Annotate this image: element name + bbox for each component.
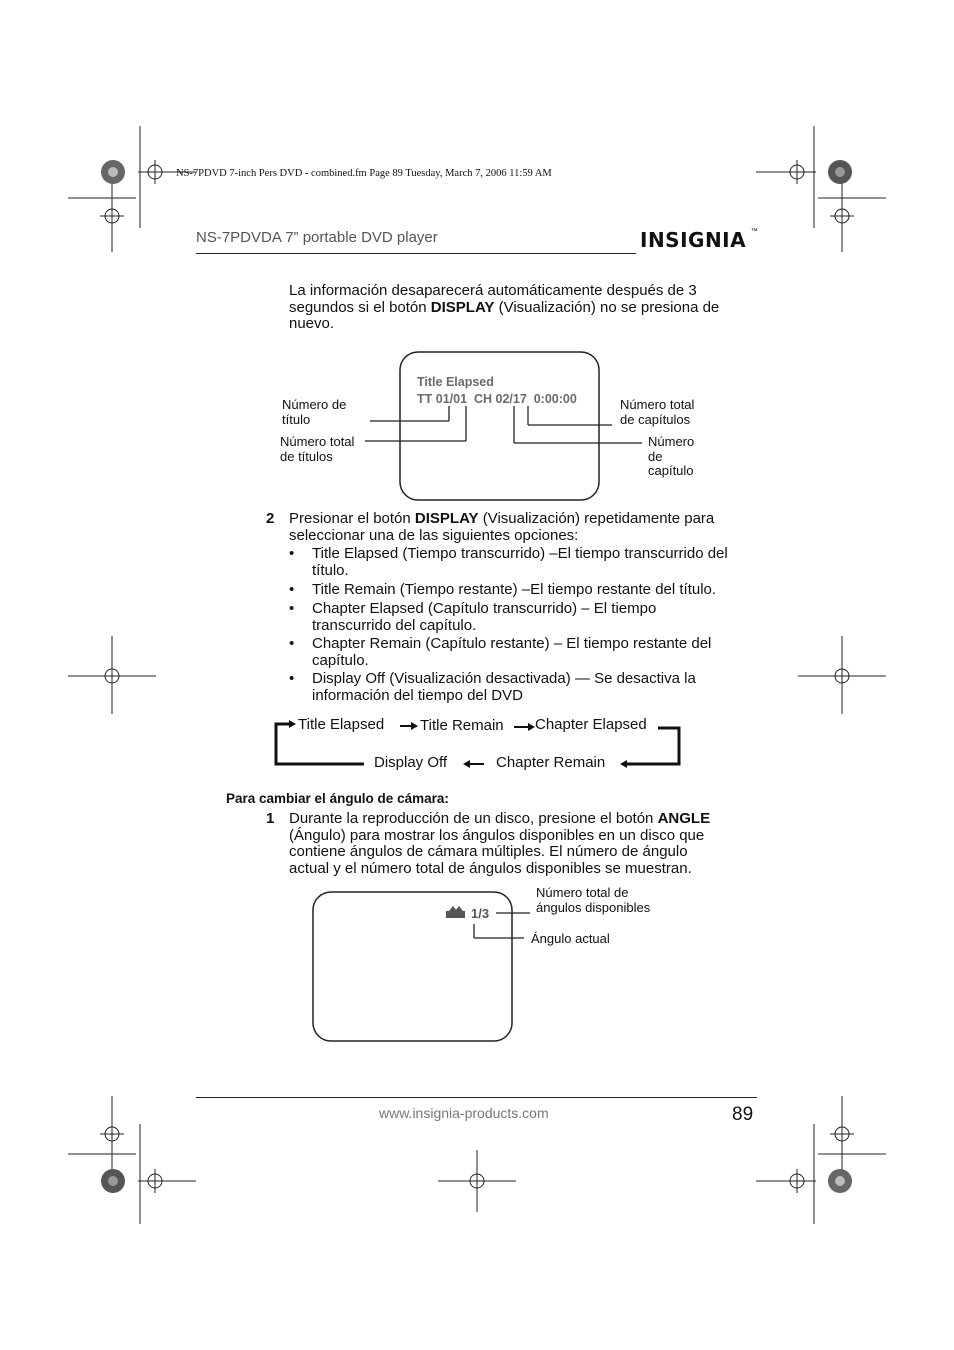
cycle-chapter-remain: Chapter Remain (496, 754, 606, 771)
label-total-chapters: Número total de capítulos (620, 397, 695, 427)
header-title: NS-7PDVDA 7” portable DVD player (196, 229, 438, 246)
logo-tm: ™ (750, 228, 758, 235)
intro-line3: nuevo. (289, 315, 335, 332)
label-chapter-number: Número de capítulo (648, 434, 695, 478)
list-item: • Chapter Remain (Capítulo restante) – El tiempo restante del capítulo. (289, 635, 712, 669)
page-number: 89 (732, 1104, 754, 1125)
intro-line1: La información desaparecerá automáticamente después de 3 (289, 282, 697, 299)
list-item: • Title Remain (Tiempo restante) –El tiempo restante del título. (289, 581, 717, 598)
cycle-display-off: Display Off (374, 754, 448, 771)
logo-text: INSIGNIA (640, 228, 747, 252)
print-info: NS-7PDVD 7-inch Pers DVD - combined.fm Page 89 Tuesday, March 7, 2006 11:59 AM (176, 168, 552, 179)
label-current-angle: Ángulo actual (531, 931, 610, 946)
screen-title-elapsed: Title Elapsed (417, 375, 494, 389)
cycle-title-elapsed: Title Elapsed (298, 716, 385, 733)
label-total-angles: Número total de ángulos disponibles (536, 885, 651, 915)
label-title-number: Número de título (282, 397, 347, 427)
footer-rule (196, 1097, 757, 1098)
cycle-chapter-elapsed: Chapter Elapsed (535, 716, 647, 733)
list-item: • Display Off (Visualización desactivada) — Se desactiva la información del tiempo del DVD (289, 670, 696, 704)
step2-number: 2 (266, 510, 275, 527)
section-heading: Para cambiar el ángulo de cámara: (226, 791, 449, 806)
camera-angle-icon (444, 904, 445, 905)
step1-text: Durante la reproducción de un disco, presione el botón ANGLE (Ángulo) para mostrar los ángulos disponibles en un disco que contiene ángulos de cámara múltiples. El número de ángulo actual y el número total de ángulos disponibles se muestran. (289, 810, 711, 877)
footer-url: www.insignia-products.com (379, 1105, 549, 1121)
list-item: • Title Elapsed (Tiempo transcurrido) –El tiempo transcurrido del título. (289, 545, 728, 579)
step1-number: 1 (266, 810, 275, 827)
screen-angle-value: 1/3 (471, 906, 490, 921)
list-item: • Chapter Elapsed (Capítulo transcurrido) – El tiempo transcurrido del capítulo. (289, 600, 657, 634)
camera-icon (446, 906, 465, 918)
cycle-title-remain: Title Remain (420, 717, 504, 734)
intro-line2: segundos si el botón DISPLAY (Visualización) no se presiona de (289, 298, 720, 316)
screen-time-readout: TT 01/01 CH 02/17 0:00:00 (417, 392, 577, 406)
label-total-titles: Número total de títulos (280, 434, 355, 464)
step2-text: Presionar el botón DISPLAY (Visualización) repetidamente para seleccionar una de las siguientes opciones: (289, 510, 715, 544)
